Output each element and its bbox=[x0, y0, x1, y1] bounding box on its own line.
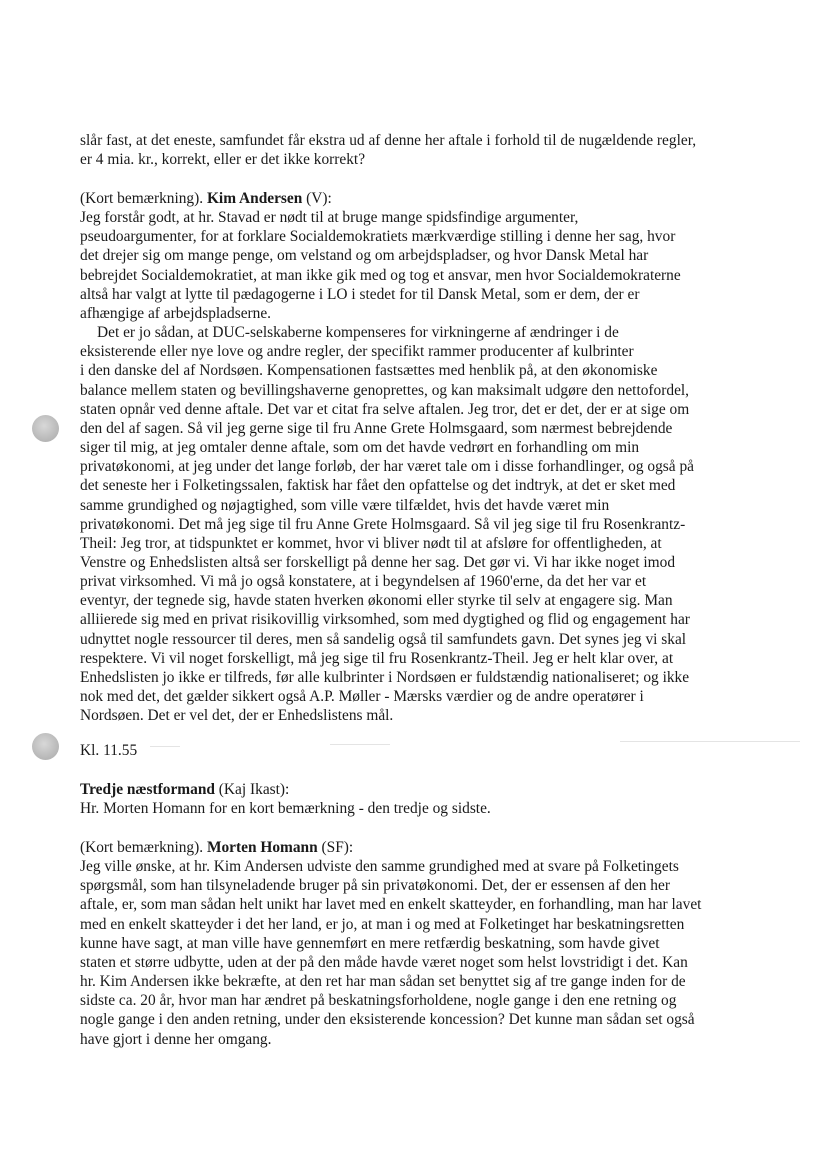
speaker-name: Morten Homann bbox=[206, 839, 318, 856]
text-line: eksisterende eller nye love og andre regler, der specifikt rammer producenter af kulbrinter bbox=[80, 343, 634, 361]
remark-label: (Kort bemærkning). bbox=[80, 190, 207, 207]
text-line: privatøkonomi. Det må jeg sige til fru Anne Grete Holmsgaard. Så vil jeg sige til fru Rosenkrantz- bbox=[80, 515, 686, 533]
text-line: sidste ca. 20 år, hvor man har ændret på beskatningsforholdene, nogle gange i den ene retning og bbox=[80, 992, 677, 1010]
text-line: altså har valgt at lytte til pædagogerne i LO i stedet for til Dansk Metal, som er dem, der er bbox=[80, 285, 640, 303]
text-line: siger til mig, at jeg omtaler denne aftale, som om det havde vedrørt en forhandling om min bbox=[80, 439, 640, 457]
text-line: Jeg ville ønske, at hr. Kim Andersen udviste den samme grundighed med at svare på Folketingets bbox=[80, 858, 679, 876]
text-line: Jeg forstår godt, at hr. Stavad er nødt til at bruge mange spidsfindige argumenter, bbox=[80, 209, 579, 227]
text-line: alliierede sig med en privat risikovillig virksomhed, som med dygtighed og flid og engagement har bbox=[80, 611, 690, 629]
speech-kim-andersen bbox=[80, 189, 760, 725]
text-line: privat virksomhed. Vi må jo også konstatere, at i begyndelsen af 1960'erne, da det her var et bbox=[80, 573, 647, 591]
text-line: aftale, er, som man sådan helt unikt har lavet med en enkelt skatteyder, en forhandling, man har lavet bbox=[80, 896, 702, 914]
text-line: staten opnår ved denne aftale. Det var et citat fra selve aftalen. Jeg tror, det er det, der er at sige om bbox=[80, 400, 690, 418]
text-line: med en enkelt skatteyder i det her land, er jo, at man i og med at Folketinget har beskatningsretten bbox=[80, 915, 685, 933]
party-label: (SF): bbox=[317, 839, 354, 856]
text-line: Det er jo sådan, at DUC-selskaberne kompenseres for virkningerne af ændringer i de bbox=[97, 324, 619, 342]
text-line: staten et større udbytte, uden at der på den måde havde været noget som helst lovstridigt i det. Kan bbox=[80, 953, 688, 971]
speech-morten-homann bbox=[80, 838, 760, 1049]
punch-hole-lower bbox=[32, 733, 59, 760]
text-line: samme grundighed og nøjagtighed, som ville være tilfældet, hvis det havde været min bbox=[80, 496, 610, 514]
text-line: Nordsøen. Det er vel det, der er Enhedslistens mål. bbox=[80, 707, 394, 725]
punch-hole-upper bbox=[32, 415, 59, 442]
text-line: bebrejdet Socialdemokratiet, at man ikke gik med og tog et ansvar, men hvor Socialdemokraterne bbox=[80, 266, 681, 284]
text-line: i den danske del af Nordsøen. Kompensationen fastsættes med henblik på, at den økonomiske bbox=[80, 362, 658, 380]
text-line: have gjort i denne her omgang. bbox=[80, 1030, 272, 1048]
text-line: kunne have sagt, at man ville have gennemført en mere retfærdig beskatning, som havde givet bbox=[80, 934, 660, 952]
text-line: den del af sagen. Så vil jeg gerne sige til fru Anne Grete Holmsgaard, som nærmest bebrejdende bbox=[80, 419, 673, 437]
text-line: Hr. Morten Homann for en kort bemærkning - den tredje og sidste. bbox=[80, 800, 491, 818]
text-line: respektere. Vi vil noget forskelligt, må jeg sige til fru Rosenkrantz-Theil. Jeg er helt klar over, at bbox=[80, 649, 674, 667]
text-line: hr. Kim Andersen ikke bekræfte, at den ret har man sådan set benyttet sig af tre gange inden for de bbox=[80, 973, 686, 991]
chair-name: (Kaj Ikast): bbox=[214, 781, 290, 798]
text-line: nok med det, det gælder sikkert også A.P. Møller - Mærsks værdier og de andre operatører i bbox=[80, 688, 644, 706]
text-line: det drejer sig om mange penge, om velstand og om arbejdspladser, og hvor Dansk Metal har bbox=[80, 247, 649, 265]
chair-heading bbox=[80, 780, 760, 799]
timestamp-block bbox=[80, 741, 760, 760]
party-label: (V): bbox=[302, 190, 332, 207]
text-line: eventyr, der tegnede sig, havde staten hverken økonomi eller styrke til selv at engagere sig. Man bbox=[80, 592, 673, 610]
speaker-heading bbox=[80, 838, 760, 857]
text-line: udnyttet nogle ressourcer til deres, men så sandelig også til samfundets gavn. Det synes jeg vi skal bbox=[80, 630, 687, 648]
text-line: Theil: Jeg tror, at tidspunktet er kommet, hvor vi bliver nødt til at afsløre for offentligheden, at bbox=[80, 534, 662, 552]
text-line: nogle gange i den anden retning, under den eksisterende koncession? Det kunne man sådan set også bbox=[80, 1011, 695, 1029]
text-line: er 4 mia. kr., korrekt, eller er det ikke korrekt? bbox=[80, 151, 366, 169]
timestamp: Kl. 11.55 bbox=[80, 742, 138, 759]
text-line: Venstre og Enhedslisten altså ser forskelligt på denne her sag. Det gør vi. Vi har ikke noget imod bbox=[80, 553, 676, 571]
chair-announcement bbox=[80, 780, 760, 818]
text-line: balance mellem staten og bevillingshaverne genoprettes, og kan maksimalt udgøre den nettofordel, bbox=[80, 381, 690, 399]
text-line: det seneste her i Folketingssalen, faktisk har fået den opfattelse og det indtryk, at det er sket med bbox=[80, 477, 676, 495]
chair-title: Tredje næstformand bbox=[80, 781, 215, 798]
text-line: pseudoargumenter, for at forklare Socialdemokratiets mærkværdige stilling i denne her sag, hvor bbox=[80, 228, 676, 246]
text-line: privatøkonomi, at jeg under det lange forløb, der har været tale om i disse forhandlinger, og også på bbox=[80, 458, 694, 476]
speaker-name: Kim Andersen bbox=[206, 190, 303, 207]
opening-paragraph bbox=[80, 131, 760, 169]
text-line: Enhedslisten jo ikke er tilfreds, før alle kulbrinter i Nordsøen er fuldstændig nationaliseret; og ikke bbox=[80, 668, 690, 686]
text-line: spørgsmål, som han tilsyneladende bruger på sin privatøkonomi. Det, der er essensen af den her bbox=[80, 877, 670, 895]
text-line: afhængige af arbejdspladserne. bbox=[80, 304, 272, 322]
text-line: slår fast, at det eneste, samfundet får ekstra ud af denne her aftale i forhold til de nugældende regler, bbox=[80, 132, 697, 149]
remark-label: (Kort bemærkning). bbox=[80, 839, 207, 856]
speaker-heading bbox=[80, 189, 760, 208]
